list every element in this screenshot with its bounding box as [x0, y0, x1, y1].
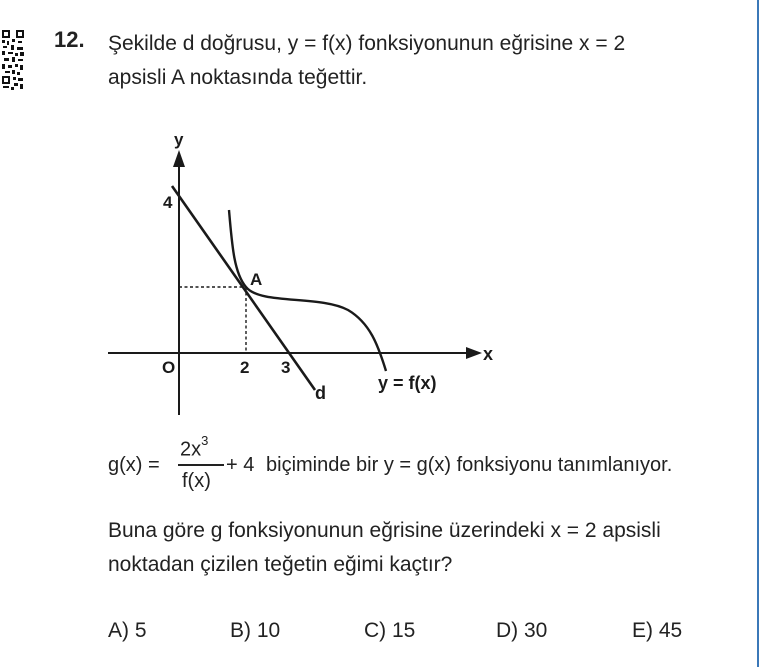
origin-label: O	[162, 358, 176, 377]
page-edge-rule	[757, 0, 759, 667]
prompt-line-1: Buna göre g fonksiyonunun eğrisine üzerindeki x = 2 apsisli	[108, 519, 661, 542]
option-b[interactable]: B) 10	[230, 619, 281, 642]
numerator-exponent: 3	[201, 433, 209, 448]
line-d-label: d	[315, 383, 326, 403]
option-c[interactable]: C) 15	[364, 619, 416, 642]
option-a[interactable]: A) 5	[108, 619, 147, 642]
fraction-bar	[178, 464, 224, 466]
y-tick-4: 4	[163, 193, 173, 212]
question-stem	[108, 27, 723, 95]
x-axis-label: x	[483, 344, 494, 364]
x-axis-arrow	[466, 347, 482, 359]
function-graph	[100, 125, 500, 415]
formula-numerator	[180, 433, 209, 462]
y-axis-label: y	[174, 130, 184, 149]
numerator-text: 2x	[180, 438, 202, 461]
prompt-line-2: noktadan çizilen teğetin eğimi kaçtır?	[108, 553, 453, 576]
option-d[interactable]: D) 30	[496, 619, 548, 642]
formula-lhs: g(x) =	[108, 454, 160, 476]
y-axis-arrow	[173, 150, 185, 167]
formula-denominator: f(x)	[182, 470, 211, 492]
option-e[interactable]: E) 45	[632, 619, 683, 642]
formula-description: biçiminde bir y = g(x) fonksiyonu tanımlanıyor.	[266, 454, 673, 476]
qr-code-icon	[0, 28, 26, 92]
question-prompt	[108, 514, 723, 582]
function-curve	[229, 210, 386, 371]
x-tick-2: 2	[240, 358, 250, 377]
x-tick-3: 3	[281, 358, 291, 377]
curve-label: y = f(x)	[378, 373, 437, 393]
stem-line-2: apsisli A noktasında teğettir.	[108, 66, 368, 89]
question-number: 12.	[54, 27, 85, 52]
formula-plus-term: + 4	[226, 454, 255, 476]
point-a-label: A	[250, 270, 263, 289]
stem-line-1: Şekilde d doğrusu, y = f(x) fonksiyonunun eğrisine x = 2	[108, 32, 626, 55]
